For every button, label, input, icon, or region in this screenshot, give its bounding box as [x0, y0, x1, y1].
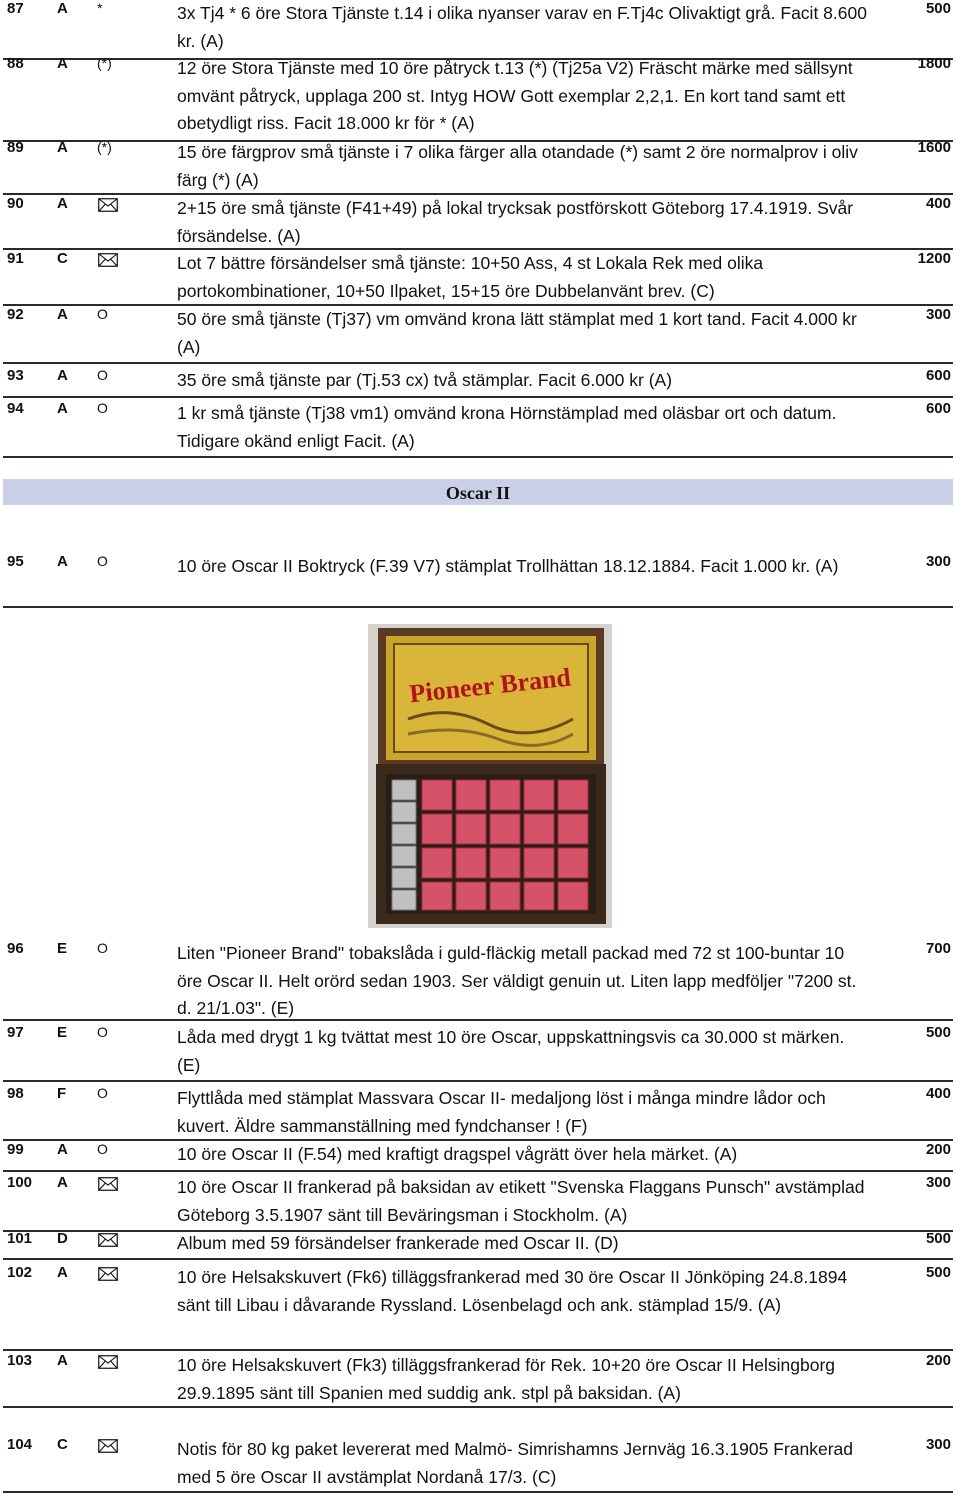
lot-number: 92 [7, 306, 24, 323]
lot-price: 300 [925, 306, 951, 323]
lot-description: 10 öre Oscar II frankerad på baksidan av etikett "Svenska Flaggans Punsch" avstämplad Göteborg 3.5.1907 sänt till Beväringsman i Stockholm. (A) [177, 1177, 865, 1225]
lot-condition: O [97, 1085, 108, 1101]
lot-price: 200 [925, 1141, 951, 1158]
lot-class: F [57, 1085, 67, 1102]
envelope-icon [98, 1177, 118, 1196]
lot-condition: O [97, 400, 108, 416]
lot-number: 103 [7, 1352, 33, 1369]
lot-number: 87 [7, 0, 24, 17]
lot-class: C [57, 250, 68, 267]
lot-price: 1200 [917, 250, 951, 267]
envelope-icon [98, 1355, 118, 1374]
lot-row [3, 367, 953, 398]
lot-price: 300 [925, 553, 951, 570]
lot-row [3, 306, 953, 364]
lot-row [3, 1085, 953, 1141]
lot-number: 101 [7, 1230, 33, 1247]
lot-description: 3x Tj4 * 6 öre Stora Tjänste t.14 i olika nyanser varav en F.Tj4c Olivaktigt grå. Facit 8.600 kr. (A) [177, 3, 867, 51]
lot-class: A [57, 553, 68, 570]
lot-class: A [57, 1264, 68, 1281]
envelope-icon [98, 198, 118, 217]
lot-description: 10 öre Helsakskuvert (Fk6) tilläggsfrankerad med 30 öre Oscar II Jönköping 24.8.1894 sänt till Libau i dåvarande Ryssland. Lösenbelagd och ank. stämplad 15/9. (A) [177, 1267, 848, 1315]
lot-condition: O [97, 1141, 108, 1157]
lot-description: Flyttlåda med stämplat Massvara Oscar II- medaljong löst i många mindre lådor och kuvert. Äldre sammanställning med fyndchanser ! (F) [177, 1088, 826, 1136]
lot-description: Lot 7 bättre försändelser små tjänste: 10+50 Ass, 4 st Lokala Rek med olika portokombinationer, 10+50 Ilpaket, 15+15 öre Dubbelanvänt brev. (C) [177, 253, 764, 301]
lot-number: 96 [7, 940, 24, 957]
lot-class: A [57, 195, 68, 212]
lot-description: 35 öre små tjänste par (Tj.53 cx) två stämplar. Facit 6.000 kr (A) [177, 370, 673, 390]
lot-description: 10 öre Oscar II (F.54) med kraftigt dragspel vågrätt över hela märket. (A) [177, 1144, 738, 1164]
envelope-icon [98, 1267, 118, 1286]
lot-condition: (*) [97, 139, 112, 155]
lot-price: 400 [925, 1085, 951, 1102]
lot-description: 10 öre Helsakskuvert (Fk3) tilläggsfrankerad för Rek. 10+20 öre Oscar II Helsingborg 29.9.1895 sänt till Spanien med suddig ank. stpl på baksidan. (A) [177, 1355, 836, 1403]
section-header [3, 479, 953, 505]
lot-condition: O [97, 553, 108, 569]
lot-number: 94 [7, 400, 24, 417]
lot-class: E [57, 1024, 68, 1041]
lot-description: 2+15 öre små tjänste (F41+49) på lokal trycksak postförskott Göteborg 17.4.1919. Svår försändelse. (A) [177, 198, 854, 246]
tobacco-box-drawing [368, 624, 612, 928]
lot-number: 90 [7, 195, 24, 212]
lot-price: 600 [925, 367, 951, 384]
lot-number: 98 [7, 1085, 24, 1102]
lot-price: 500 [925, 1264, 951, 1281]
lot-description: Notis för 80 kg paket levererat med Malmö- Simrishamns Jernväg 16.3.1905 Frankerad med 5 öre Oscar II avstämplat Nordanå 17/3. (C) [177, 1439, 853, 1487]
lot-row [3, 1230, 953, 1260]
lot-description: 12 öre Stora Tjänste med 10 öre påtryck t.13 (*) (Tj25a V2) Fräscht märke med sällsynt omvänt påtryck, upplaga 200 st. Intyg HOW Gott exemplar 2,2,1. En kort tand samt ett obetydligt riss. Facit 18.000 kr för * (A) [177, 58, 853, 133]
svg-text:Pioneer Brand: Pioneer Brand [408, 662, 573, 709]
lot-price: 500 [925, 0, 951, 17]
lot-number: 99 [7, 1141, 24, 1158]
lot-class: A [57, 1174, 68, 1191]
lot-row [3, 139, 953, 195]
lot-row [3, 1141, 953, 1172]
lot-class: C [57, 1436, 68, 1453]
lot-number: 100 [7, 1174, 33, 1191]
lot-class: E [57, 940, 68, 957]
lot-price: 600 [925, 400, 951, 417]
lot-number: 104 [7, 1436, 33, 1453]
lot-class: A [57, 139, 68, 156]
lot-price: 500 [925, 1024, 951, 1041]
lot-number: 88 [7, 55, 24, 72]
lot-class: A [57, 1141, 68, 1158]
envelope-icon [98, 1439, 118, 1458]
lot-class: A [57, 400, 68, 417]
lot-row [3, 1024, 953, 1082]
lot-description: Låda med drygt 1 kg tvättat mest 10 öre Oscar, uppskattningsvis ca 30.000 st märken. (E) [177, 1027, 845, 1075]
envelope-icon [98, 1233, 118, 1252]
lot-price: 300 [925, 1436, 951, 1453]
lot-row [3, 195, 953, 250]
lot-row [3, 55, 953, 142]
lot-number: 102 [7, 1264, 33, 1281]
lot-row [3, 400, 953, 458]
lot-row [3, 1352, 953, 1408]
lot-class: A [57, 0, 68, 17]
lot-condition: (*) [97, 55, 112, 71]
lot-class: A [57, 306, 68, 323]
lot-description: Album med 59 försändelser frankerade med Oscar II. (D) [177, 1233, 619, 1253]
lot-class: A [57, 55, 68, 72]
lot-price: 400 [925, 195, 951, 212]
lot-number: 93 [7, 367, 24, 384]
lot-row [3, 1436, 953, 1493]
lot-description: 1 kr små tjänste (Tj38 vm1) omvänd krona Hörnstämplad med oläsbar ort och datum. Tidigare okänd enligt Facit. (A) [177, 403, 837, 451]
lot-number: 95 [7, 553, 24, 570]
lot-row [3, 0, 953, 60]
lot-description: 10 öre Oscar II Boktryck (F.39 V7) stämplat Trollhättan 18.12.1884. Facit 1.000 kr. (A) [177, 556, 839, 576]
lot-description: 15 öre färgprov små tjänste i 7 olika färger alla otandade (*) samt 2 öre normalprov i oliv färg (*) (A) [177, 142, 858, 190]
lot-price: 200 [925, 1352, 951, 1369]
lot-price: 500 [925, 1230, 951, 1247]
lot-description: 50 öre små tjänste (Tj37) vm omvänd krona lätt stämplat med 1 kort tand. Facit 4.000 kr (A) [177, 309, 857, 357]
lot-number: 89 [7, 139, 24, 156]
lot-price: 1800 [917, 55, 951, 72]
lot-condition: O [97, 306, 108, 322]
lot-class: A [57, 367, 68, 384]
lot-row [3, 1174, 953, 1232]
lot-number: 91 [7, 250, 24, 267]
lot-condition: O [97, 367, 108, 383]
lot-class: A [57, 1352, 68, 1369]
lot-row [3, 250, 953, 306]
lot-description: Liten "Pioneer Brand" tobakslåda i guld-fläckig metall packad med 72 st 100-buntar 10 öre Oscar II. Helt orörd sedan 1903. Ser väldigt genuin ut. Liten lapp medföljer "7200 st. d. 21/1.03". (E) [177, 943, 857, 1018]
lot-row [3, 553, 953, 608]
lot-condition: O [97, 1024, 108, 1040]
lot-condition: O [97, 940, 108, 956]
lot-number: 97 [7, 1024, 24, 1041]
lot-price: 700 [925, 940, 951, 957]
lot-price: 300 [925, 1174, 951, 1191]
lot-row [3, 1264, 953, 1351]
envelope-icon [98, 253, 118, 272]
lot-row [3, 940, 953, 1021]
section-title: Oscar II [445, 483, 511, 503]
lot-condition: * [97, 0, 103, 16]
pioneer-brand-tobacco-box-photo [368, 624, 612, 928]
lot-price: 1600 [917, 139, 951, 156]
lot-class: D [57, 1230, 68, 1247]
